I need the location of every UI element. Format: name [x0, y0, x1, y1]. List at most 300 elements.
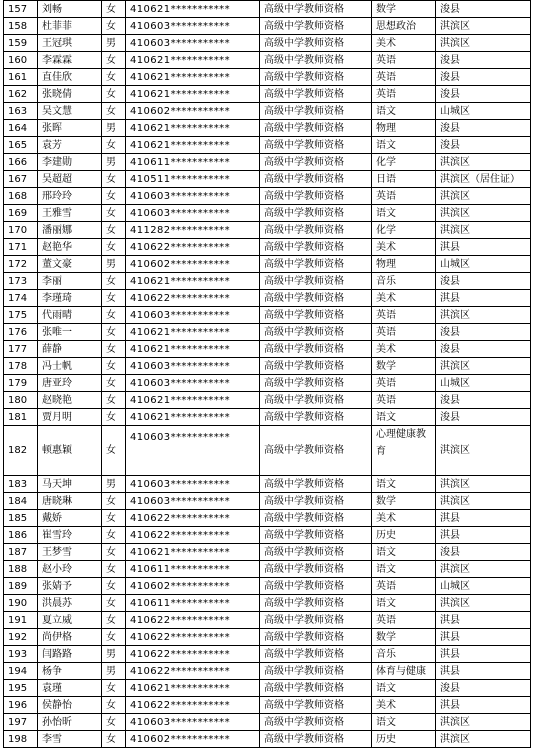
- row-number: 187: [4, 544, 38, 561]
- subject-cell: 美术: [372, 290, 436, 307]
- region-cell: 浚县: [436, 341, 531, 358]
- subject-cell: 英语: [372, 578, 436, 595]
- qualification-type: 高级中学教师资格: [260, 561, 372, 578]
- gender-cell: 男: [102, 256, 126, 273]
- subject-cell: 音乐: [372, 273, 436, 290]
- applicant-name: 李瑾琦: [38, 290, 102, 307]
- table-row: [4, 561, 531, 578]
- row-number: 192: [4, 629, 38, 646]
- gender-cell: 女: [102, 629, 126, 646]
- id-number: 410621***********: [126, 680, 260, 697]
- applicant-name: 马天坤: [38, 476, 102, 493]
- id-number: 410603***********: [126, 493, 260, 510]
- gender-cell: 女: [102, 493, 126, 510]
- id-number: 410621***********: [126, 120, 260, 137]
- table-row: [4, 273, 531, 290]
- applicant-name: 冯士帆: [38, 358, 102, 375]
- qualification-type: 高级中学教师资格: [260, 205, 372, 222]
- table-row: [4, 307, 531, 324]
- gender-cell: 女: [102, 52, 126, 69]
- subject-cell: 美术: [372, 239, 436, 256]
- table-row: [4, 578, 531, 595]
- table-row: [4, 612, 531, 629]
- region-cell: 淇滨区: [436, 35, 531, 52]
- region-cell: 山城区: [436, 375, 531, 392]
- gender-cell: 女: [102, 510, 126, 527]
- row-number: 169: [4, 205, 38, 222]
- region-cell: 淇县: [436, 290, 531, 307]
- region-cell: 淇滨区: [436, 714, 531, 731]
- id-number: 410602***********: [126, 731, 260, 748]
- subject-cell: 语文: [372, 409, 436, 426]
- row-number: 194: [4, 663, 38, 680]
- id-number: 410622***********: [126, 510, 260, 527]
- table-row: [4, 120, 531, 137]
- table-row: [4, 205, 531, 222]
- applicant-name: 李霖霖: [38, 52, 102, 69]
- table-row: [4, 358, 531, 375]
- subject-cell: 思想政治: [372, 18, 436, 35]
- applicant-name: 潘丽娜: [38, 222, 102, 239]
- qualification-type: 高级中学教师资格: [260, 171, 372, 188]
- region-cell: 浚县: [436, 52, 531, 69]
- subject-cell: 语文: [372, 205, 436, 222]
- gender-cell: 女: [102, 409, 126, 426]
- gender-cell: 女: [102, 341, 126, 358]
- row-number: 163: [4, 103, 38, 120]
- id-number: 410621***********: [126, 86, 260, 103]
- gender-cell: 男: [102, 646, 126, 663]
- id-number: 410603***********: [126, 358, 260, 375]
- subject-cell: 英语: [372, 307, 436, 324]
- gender-cell: 女: [102, 103, 126, 120]
- table-row: [4, 426, 531, 476]
- id-number: 410622***********: [126, 239, 260, 256]
- id-number: 410621***********: [126, 137, 260, 154]
- gender-cell: 女: [102, 714, 126, 731]
- row-number: 186: [4, 527, 38, 544]
- row-number: 184: [4, 493, 38, 510]
- table-row: [4, 731, 531, 748]
- gender-cell: 女: [102, 358, 126, 375]
- row-number: 182: [4, 426, 38, 476]
- row-number: 173: [4, 273, 38, 290]
- applicant-name: 侯静怡: [38, 697, 102, 714]
- subject-cell: 物理: [372, 256, 436, 273]
- subject-cell: 心理健康教育: [372, 426, 436, 476]
- qualification-type: 高级中学教师资格: [260, 663, 372, 680]
- region-cell: 淇滨区（居住证）: [436, 171, 531, 188]
- row-number: 188: [4, 561, 38, 578]
- region-cell: 浚县: [436, 120, 531, 137]
- applicant-name: 闫路路: [38, 646, 102, 663]
- region-cell: 淇县: [436, 527, 531, 544]
- gender-cell: 女: [102, 18, 126, 35]
- region-cell: 浚县: [436, 392, 531, 409]
- qualification-type: 高级中学教师资格: [260, 476, 372, 493]
- gender-cell: 男: [102, 35, 126, 52]
- subject-cell: 化学: [372, 154, 436, 171]
- applicant-name: 张晖: [38, 120, 102, 137]
- applicant-name: 唐亚玲: [38, 375, 102, 392]
- qualification-type: 高级中学教师资格: [260, 120, 372, 137]
- region-cell: 浚县: [436, 324, 531, 341]
- qualification-type: 高级中学教师资格: [260, 409, 372, 426]
- subject-cell: 英语: [372, 324, 436, 341]
- applicant-name: 张唯一: [38, 324, 102, 341]
- qualification-type: 高级中学教师资格: [260, 86, 372, 103]
- gender-cell: 女: [102, 680, 126, 697]
- applicant-name: 贾月明: [38, 409, 102, 426]
- region-cell: 淇滨区: [436, 493, 531, 510]
- table-row: [4, 375, 531, 392]
- id-number: 410621***********: [126, 341, 260, 358]
- id-number: 410622***********: [126, 629, 260, 646]
- region-cell: 淇滨区: [436, 731, 531, 748]
- qualification-type: 高级中学教师资格: [260, 1, 372, 18]
- applicant-name: 赵艳华: [38, 239, 102, 256]
- subject-cell: 数学: [372, 1, 436, 18]
- qualification-type: 高级中学教师资格: [260, 239, 372, 256]
- applicant-name: 刘畅: [38, 1, 102, 18]
- subject-cell: 英语: [372, 86, 436, 103]
- region-cell: 浚县: [436, 137, 531, 154]
- table-row: [4, 154, 531, 171]
- table-row: [4, 663, 531, 680]
- subject-cell: 历史: [372, 731, 436, 748]
- table-row: [4, 510, 531, 527]
- subject-cell: 语文: [372, 714, 436, 731]
- applicant-name: 李雪: [38, 731, 102, 748]
- subject-cell: 数学: [372, 629, 436, 646]
- table-row: [4, 392, 531, 409]
- id-number: 410621***********: [126, 324, 260, 341]
- qualification-type: 高级中学教师资格: [260, 154, 372, 171]
- row-number: 185: [4, 510, 38, 527]
- gender-cell: 男: [102, 663, 126, 680]
- row-number: 180: [4, 392, 38, 409]
- row-number: 195: [4, 680, 38, 697]
- table-row: [4, 629, 531, 646]
- subject-cell: 音乐: [372, 646, 436, 663]
- applicant-name: 李丽: [38, 273, 102, 290]
- table-row: [4, 103, 531, 120]
- applicant-name: 夏立威: [38, 612, 102, 629]
- table-row: [4, 256, 531, 273]
- row-number: 159: [4, 35, 38, 52]
- id-number: 410622***********: [126, 612, 260, 629]
- applicant-name: 戴娇: [38, 510, 102, 527]
- gender-cell: 女: [102, 527, 126, 544]
- table-row: [4, 188, 531, 205]
- qualification-type: 高级中学教师资格: [260, 222, 372, 239]
- gender-cell: 女: [102, 426, 126, 476]
- gender-cell: 女: [102, 324, 126, 341]
- region-cell: 浚县: [436, 69, 531, 86]
- gender-cell: 女: [102, 205, 126, 222]
- gender-cell: 男: [102, 476, 126, 493]
- region-cell: 淇县: [436, 646, 531, 663]
- region-cell: 淇县: [436, 629, 531, 646]
- row-number: 177: [4, 341, 38, 358]
- row-number: 198: [4, 731, 38, 748]
- qualification-type: 高级中学教师资格: [260, 35, 372, 52]
- gender-cell: 女: [102, 222, 126, 239]
- region-cell: 淇滨区: [436, 595, 531, 612]
- gender-cell: 女: [102, 578, 126, 595]
- id-number: 410602***********: [126, 103, 260, 120]
- subject-cell: 语文: [372, 476, 436, 493]
- gender-cell: 女: [102, 595, 126, 612]
- region-cell: 淇滨区: [436, 476, 531, 493]
- applicant-name: 洪晨苏: [38, 595, 102, 612]
- qualification-type: 高级中学教师资格: [260, 137, 372, 154]
- applicant-name: 袁瑾: [38, 680, 102, 697]
- teacher-qualification-list: [3, 0, 530, 748]
- row-number: 171: [4, 239, 38, 256]
- qualification-type: 高级中学教师资格: [260, 273, 372, 290]
- region-cell: 淇滨区: [436, 222, 531, 239]
- applicant-name: 吴文慧: [38, 103, 102, 120]
- id-number: 410511***********: [126, 171, 260, 188]
- id-number: 410603***********: [126, 476, 260, 493]
- id-number: 410622***********: [126, 290, 260, 307]
- region-cell: 淇滨区: [436, 154, 531, 171]
- table-row: [4, 544, 531, 561]
- row-number: 172: [4, 256, 38, 273]
- table-row: [4, 476, 531, 493]
- row-number: 158: [4, 18, 38, 35]
- subject-cell: 英语: [372, 52, 436, 69]
- gender-cell: 女: [102, 86, 126, 103]
- region-cell: 淇县: [436, 612, 531, 629]
- subject-cell: 日语: [372, 171, 436, 188]
- subject-cell: 语文: [372, 595, 436, 612]
- qualification-type: 高级中学教师资格: [260, 595, 372, 612]
- applicant-name: 赵晓艳: [38, 392, 102, 409]
- qualification-type: 高级中学教师资格: [260, 544, 372, 561]
- subject-cell: 英语: [372, 392, 436, 409]
- subject-cell: 语文: [372, 561, 436, 578]
- id-number: 410622***********: [126, 646, 260, 663]
- table-row: [4, 714, 531, 731]
- row-number: 189: [4, 578, 38, 595]
- gender-cell: 女: [102, 290, 126, 307]
- gender-cell: 女: [102, 697, 126, 714]
- region-cell: 淇滨区: [436, 561, 531, 578]
- applicant-name: 王梦雪: [38, 544, 102, 561]
- id-number: 410602***********: [126, 256, 260, 273]
- table-row: [4, 646, 531, 663]
- table-row: [4, 595, 531, 612]
- applicant-name: 邢玲玲: [38, 188, 102, 205]
- applicant-name: 王冠琪: [38, 35, 102, 52]
- qualification-type: 高级中学教师资格: [260, 680, 372, 697]
- subject-cell: 美术: [372, 697, 436, 714]
- subject-cell: 英语: [372, 612, 436, 629]
- qualification-type: 高级中学教师资格: [260, 290, 372, 307]
- table-row: [4, 86, 531, 103]
- subject-cell: 英语: [372, 375, 436, 392]
- subject-cell: 语文: [372, 544, 436, 561]
- row-number: 166: [4, 154, 38, 171]
- gender-cell: 女: [102, 392, 126, 409]
- table-row: [4, 527, 531, 544]
- applicant-name: 代雨晴: [38, 307, 102, 324]
- subject-cell: 语文: [372, 137, 436, 154]
- region-cell: 淇县: [436, 697, 531, 714]
- id-number: 410611***********: [126, 595, 260, 612]
- id-number: 410622***********: [126, 663, 260, 680]
- region-cell: 山城区: [436, 578, 531, 595]
- region-cell: 淇县: [436, 510, 531, 527]
- id-number: 410621***********: [126, 69, 260, 86]
- row-number: 193: [4, 646, 38, 663]
- qualification-type: 高级中学教师资格: [260, 392, 372, 409]
- table-row: [4, 35, 531, 52]
- gender-cell: 女: [102, 731, 126, 748]
- gender-cell: 女: [102, 188, 126, 205]
- applicant-name: 崔雪玲: [38, 527, 102, 544]
- row-number: 181: [4, 409, 38, 426]
- applicant-name: 直佳欣: [38, 69, 102, 86]
- region-cell: 浚县: [436, 544, 531, 561]
- qualification-type: 高级中学教师资格: [260, 612, 372, 629]
- qualification-type: 高级中学教师资格: [260, 426, 372, 476]
- applicant-name: 薛静: [38, 341, 102, 358]
- table-row: [4, 18, 531, 35]
- row-number: 160: [4, 52, 38, 69]
- subject-cell: 体育与健康: [372, 663, 436, 680]
- gender-cell: 女: [102, 561, 126, 578]
- table-row: [4, 697, 531, 714]
- id-number: 410621***********: [126, 409, 260, 426]
- row-number: 197: [4, 714, 38, 731]
- table-row: [4, 52, 531, 69]
- qualification-type: 高级中学教师资格: [260, 103, 372, 120]
- id-number: 410621***********: [126, 52, 260, 69]
- row-number: 157: [4, 1, 38, 18]
- applicant-name: 杜菲菲: [38, 18, 102, 35]
- qualification-type: 高级中学教师资格: [260, 256, 372, 273]
- row-number: 176: [4, 324, 38, 341]
- roster-rows: [4, 1, 531, 748]
- applicant-name: 李建勋: [38, 154, 102, 171]
- region-cell: 淇县: [436, 239, 531, 256]
- id-number: 410603***********: [126, 307, 260, 324]
- qualification-type: 高级中学教师资格: [260, 375, 372, 392]
- region-cell: 淇滨区: [436, 205, 531, 222]
- subject-cell: 美术: [372, 341, 436, 358]
- table-row: [4, 171, 531, 188]
- applicant-name: 孙怡昕: [38, 714, 102, 731]
- qualification-type: 高级中学教师资格: [260, 510, 372, 527]
- region-cell: 浚县: [436, 273, 531, 290]
- qualification-type: 高级中学教师资格: [260, 358, 372, 375]
- row-number: 170: [4, 222, 38, 239]
- applicant-name: 尚伊格: [38, 629, 102, 646]
- gender-cell: 女: [102, 69, 126, 86]
- applicant-name: 袁芳: [38, 137, 102, 154]
- gender-cell: 女: [102, 544, 126, 561]
- gender-cell: 女: [102, 307, 126, 324]
- region-cell: 淇滨区: [436, 426, 531, 476]
- id-number: 410621***********: [126, 392, 260, 409]
- row-number: 164: [4, 120, 38, 137]
- qualification-type: 高级中学教师资格: [260, 69, 372, 86]
- id-number: 410603***********: [126, 205, 260, 222]
- gender-cell: 女: [102, 1, 126, 18]
- id-number: 411282***********: [126, 222, 260, 239]
- applicant-name: 董文豪: [38, 256, 102, 273]
- row-number: 165: [4, 137, 38, 154]
- id-number: 410611***********: [126, 154, 260, 171]
- id-number: 410603***********: [126, 188, 260, 205]
- table-row: [4, 493, 531, 510]
- applicant-name: 王雅雪: [38, 205, 102, 222]
- region-cell: 淇县: [436, 663, 531, 680]
- row-number: 191: [4, 612, 38, 629]
- table-row: [4, 222, 531, 239]
- id-number: 410603***********: [126, 18, 260, 35]
- id-number: 410603***********: [126, 714, 260, 731]
- region-cell: 山城区: [436, 103, 531, 120]
- region-cell: 淇滨区: [436, 358, 531, 375]
- region-cell: 浚县: [436, 409, 531, 426]
- qualification-type: 高级中学教师资格: [260, 697, 372, 714]
- region-cell: 淇滨区: [436, 307, 531, 324]
- row-number: 174: [4, 290, 38, 307]
- gender-cell: 女: [102, 273, 126, 290]
- table-row: [4, 290, 531, 307]
- qualification-type: 高级中学教师资格: [260, 18, 372, 35]
- subject-cell: 语文: [372, 680, 436, 697]
- region-cell: 淇滨区: [436, 18, 531, 35]
- table-row: [4, 69, 531, 86]
- row-number: 167: [4, 171, 38, 188]
- applicant-name: 张晓倩: [38, 86, 102, 103]
- qualification-type: 高级中学教师资格: [260, 324, 372, 341]
- subject-cell: 英语: [372, 188, 436, 205]
- id-number: 410622***********: [126, 697, 260, 714]
- table-row: [4, 409, 531, 426]
- table-row: [4, 680, 531, 697]
- qualification-type: 高级中学教师资格: [260, 646, 372, 663]
- id-number: 410603***********: [126, 426, 260, 476]
- id-number: 410622***********: [126, 527, 260, 544]
- row-number: 196: [4, 697, 38, 714]
- table-row: [4, 341, 531, 358]
- table-row: [4, 137, 531, 154]
- table-row: [4, 324, 531, 341]
- gender-cell: 女: [102, 239, 126, 256]
- gender-cell: 男: [102, 154, 126, 171]
- subject-cell: 美术: [372, 35, 436, 52]
- qualification-type: 高级中学教师资格: [260, 52, 372, 69]
- row-number: 175: [4, 307, 38, 324]
- subject-cell: 数学: [372, 493, 436, 510]
- applicant-name: 赵小玲: [38, 561, 102, 578]
- row-number: 183: [4, 476, 38, 493]
- row-number: 178: [4, 358, 38, 375]
- id-number: 410603***********: [126, 375, 260, 392]
- subject-cell: 语文: [372, 103, 436, 120]
- region-cell: 山城区: [436, 256, 531, 273]
- region-cell: 浚县: [436, 86, 531, 103]
- qualification-type: 高级中学教师资格: [260, 493, 372, 510]
- applicant-name: 吴超超: [38, 171, 102, 188]
- subject-cell: 英语: [372, 69, 436, 86]
